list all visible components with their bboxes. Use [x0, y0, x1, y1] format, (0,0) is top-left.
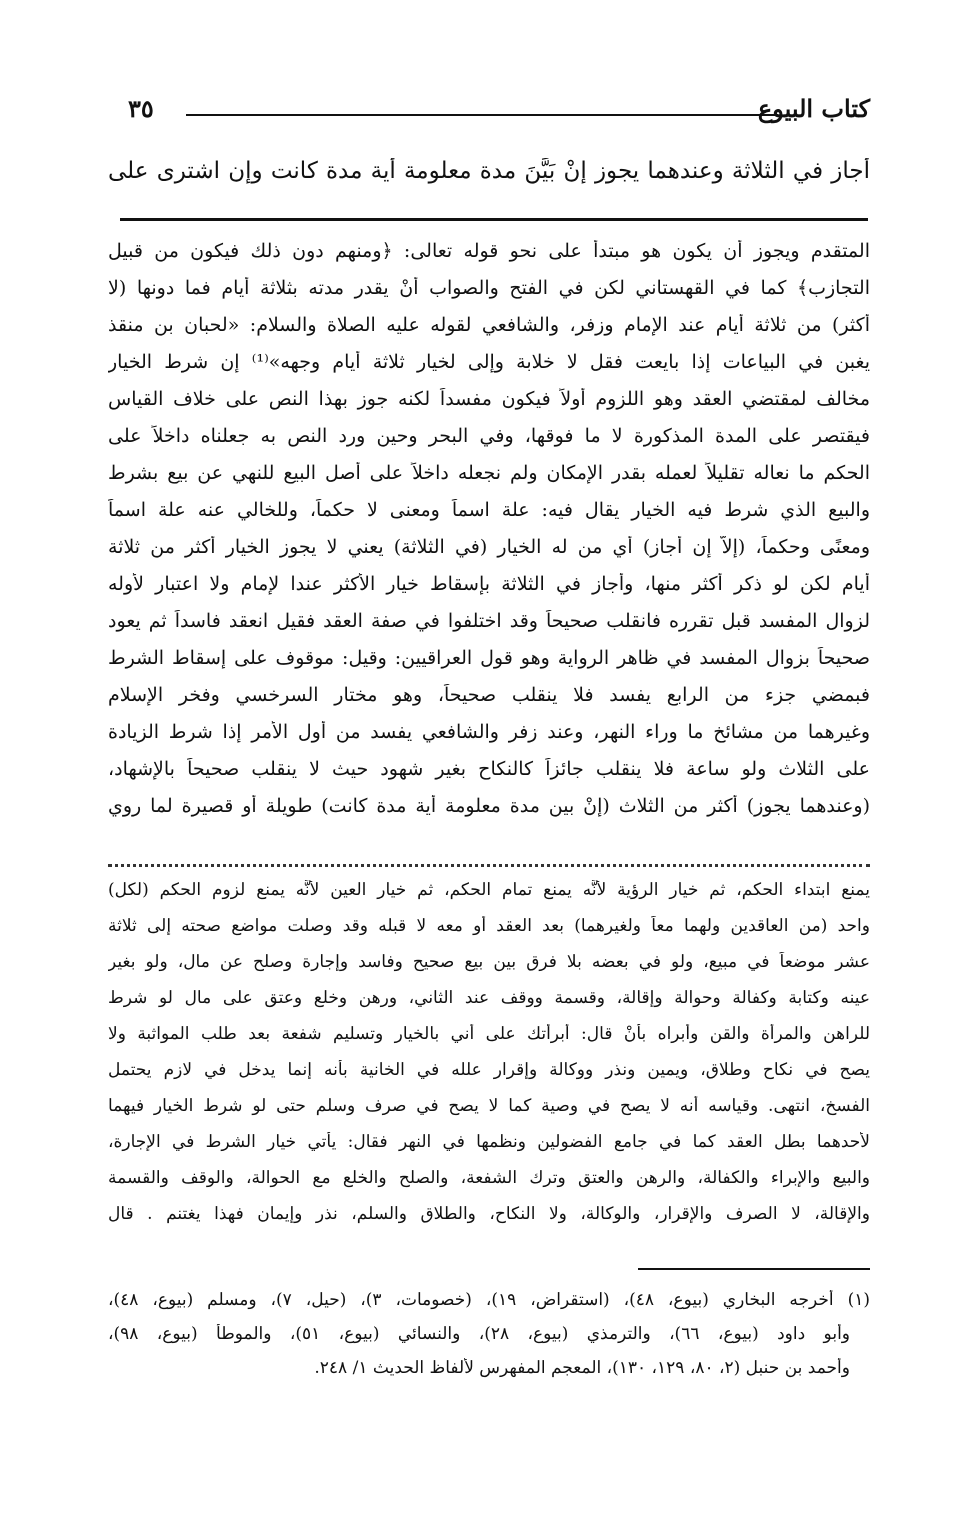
gloss-line: عينه وكتابة وكفالة وحوالة وإقالة، وقسمة ووقف عند الثاني، ورهن وخلع وعتق على مال لو شرط	[108, 988, 870, 1008]
gloss-line: واحد (من العاقدين ولهما معاً ولغيرهما) بعد العقد أو معه لا قبله وقد وصلت مواضع صحته إلى ثلاثة	[108, 916, 870, 936]
commentary-line: يغبن في البياعات إذا بايعت فقل لا خلابة وإلى لخيار ثلاثة أيام وجهه»⁽¹⁾ إن شرط الخيار	[108, 351, 870, 373]
commentary-line: لزوال المفسد قبل تقرره فانقلب صحيحاً وقد اختلفوا في صفة العقد فقيل انعقد فاسداً ثم يعود	[108, 610, 870, 632]
footnote-line: وأحمد بن حنبل (٢، ٨٠، ١٢٩، ١٣٠)، المعجم المفهرس لألفاظ الحديث ١/ ٢٤٨.	[314, 1358, 850, 1378]
gloss-line: للراهن والمرأة والقن وأبراه بأنْ قال: أبرأتك على أني بالخيار وتسليم شفعة بعد طلب المواثبة ولا	[108, 1024, 870, 1044]
gloss-line: الفسخ، انتهى. وقياسه أنه لا يصح في وصية كما لا يصح في صرف وسلم حتى لو شرط الخيار فيهما	[108, 1096, 870, 1116]
commentary-line: التجازب﴾ كما في القهستاني لكن في الفتح والصواب أنْ يقدر مدته بثلاثة أيام فما دونها (لا	[108, 277, 870, 299]
gloss-line: يصح في نكاح وطلاق، ويمين ونذر ووكالة وإقرار علله في الخانية بأنه إنما يدخل في لازم يحتمل	[108, 1060, 870, 1080]
gloss-line: والبيع والإبراء والكفالة، والرهن والعتق وترك الشفعة، والصلح والخلع مع الحوالة، والوقف والقسمة	[108, 1168, 870, 1188]
running-head	[128, 94, 870, 134]
commentary-line: وغيرهما من مشائخ ما وراء النهر، وعند زفر والشافعي يفسد من أول الأمر إذا شرط الزيادة	[108, 721, 870, 743]
main-text-line: أجاز في الثلاثة وعندهما يجوز إنْ بَيَّنَ مدة معلومة أية مدة كانت وإن اشترى على	[108, 158, 870, 184]
commentary-line: أيام لكن لو ذكر أكثر منها، وأجاز في الثلاثة بإسقاط خيار الأكثر عندا لإمام ولا اعتبار لأوله	[108, 573, 870, 595]
commentary-line: فبمضي جزء من الرابع يفسد فلا ينقلب صحيحاً، وهو مختار السرخسي وفخر الإسلام	[108, 684, 870, 706]
footnote-line: وأبو داود (بيوع، ٦٦)، والترمذي (بيوع، ٢٨)، والنسائي (بيوع، ٥١)، والموطأ (بيوع، ٩٨)،	[108, 1324, 850, 1344]
page-number: ٣٥	[128, 94, 154, 123]
section-divider	[120, 218, 868, 221]
footnote-rule	[638, 1268, 870, 1270]
commentary-line: ومعنًى وحكماً، (إلاّ إن أجاز) أي من له الخيار (في الثلاثة) يعني لا يجوز الخيار أكثر من ثلاثة	[108, 536, 870, 558]
dotted-divider	[108, 848, 870, 867]
commentary-line: مخالف لمقتضي العقد وهو اللزوم أولاً فيكون مفسداً لكنه جوز بهذا النص على خلاف القياس	[108, 388, 870, 410]
commentary-line: الحكم ما نعاله تقليلاً لعمله بقدر الإمكان ولم نجعله داخلاً على أصل البيع للنهي عن بيع بشرط	[108, 462, 870, 484]
commentary-line: صحيحاً بزوال المفسد في ظاهر الرواية وهو قول العراقيين: وقيل: موقوف على إسقاط الشرط	[108, 647, 870, 669]
gloss-line: والإقالة، لا الصرف والإقرار، والوكالة، ولا النكاح، والطلاق والسلم، نذر وإيمان فهذا يغتنم . قال	[108, 1204, 870, 1224]
gloss-line: يمنع ابتداء الحكم، ثم خيار الرؤية لأنَّه يمنع تمام الحكم، ثم خيار العين لأنَّه يمنع لزوم الحكم (لكل)	[108, 880, 870, 900]
commentary-line: فيقتصر على المدة المذكورة لا ما فوقها، وفي البحر وحين ورد النص به جعلناه داخلاً على	[108, 425, 870, 447]
footnote-line: (١) أخرجه البخاري (بيوع، ٤٨)، (استقراض، ١٩)، (خصومات، ٣)، (حيل، ٧)، ومسلم (بيوع، ٤٨)،	[108, 1290, 870, 1310]
gloss-line: لأحدهما بطل العقد كما في جامع الفضولين ونظمها في النهر فقال: يأتي خيار الشرط في الإجارة،	[108, 1132, 870, 1152]
header-rule	[186, 114, 778, 116]
commentary-line: أكثر) من ثلاثة أيام عند الإمام وزفر، والشافعي لقوله عليه الصلاة والسلام: «لحبان بن منقذ	[108, 314, 870, 336]
commentary-line: (وعندهما يجوز) أكثر من الثلاث (إنْ بين مدة معلومة أية مدة كانت) طويلة أو قصيرة لما روي	[108, 795, 870, 817]
commentary-line: والبيع الذي شرط فيه الخيار يقال فيه: علة اسماً ومعنى لا حكماً، وللخالي عنه علة اسماً	[108, 499, 870, 521]
gloss-line: عشر موضعاً في مبيع، ولو في بعضه بلا فرق بين بيع صحيح وفاسد وإجارة وصلح عن مال، ولو بغير	[108, 952, 870, 972]
commentary-line: على الثلاث ولو ساعة فلا ينقلب جائزاً كالنكاح بغير شهود حيث لا ينقلب صحيحاً بالإشهاد،	[108, 758, 870, 780]
chapter-title: كتاب البيوع	[757, 94, 870, 123]
commentary-line: المتقدم ويجوز أن يكون هو مبتدأ على نحو قوله تعالى: ﴿ومنهم دون ذلك فيكون من قبيل	[108, 240, 870, 262]
